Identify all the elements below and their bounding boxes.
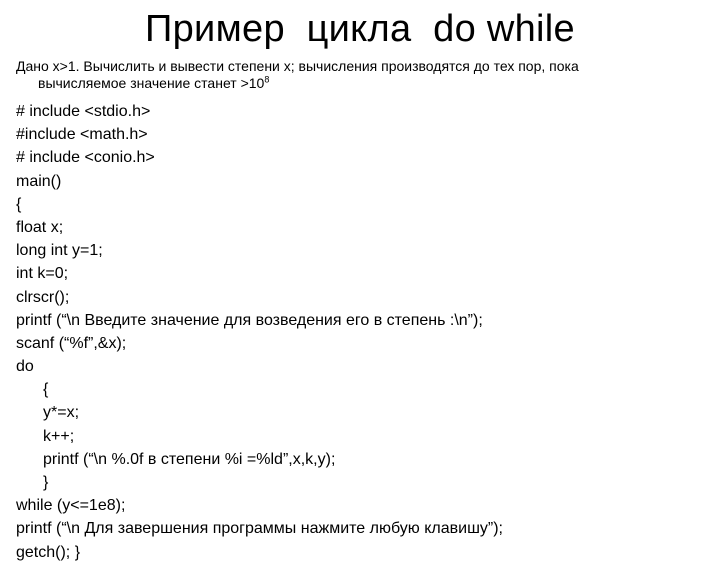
code-line: while (y<=1e8); (16, 497, 126, 515)
code-line: { (16, 195, 22, 213)
code-line: y*=x; (43, 404, 80, 422)
code-line: getch(); } (16, 543, 81, 561)
code-line: printf (“\n %.0f в степени %i =%ld”,x,k,y); (43, 450, 336, 468)
slide-title: Пример цикла do while (145, 8, 575, 50)
task-line-1: Дано x>1. Вычислить и вывести степени x; вычисления производятся до тех пор, пока (16, 58, 579, 74)
code-line: k++; (43, 427, 75, 445)
task-line-2 (16, 75, 706, 92)
task-exponent: 8 (264, 74, 270, 85)
code-line: main() (16, 172, 62, 190)
code-line: long int y=1; (16, 242, 103, 260)
code-line: # include <conio.h> (16, 149, 155, 167)
task-line-2-text: вычисляемое значение станет >10 (38, 75, 265, 91)
task-statement (16, 58, 706, 92)
code-line: # include <stdio.h> (16, 103, 151, 120)
code-line: #include <math.h> (16, 126, 148, 144)
code-line: { (43, 381, 49, 399)
code-line: int k=0; (16, 265, 69, 283)
code-line: float x; (16, 218, 64, 236)
code-line: } (43, 474, 49, 491)
code-line: clrscr(); (16, 288, 70, 306)
code-line: scanf (“%f”,&x); (16, 334, 127, 352)
code-line: printf (“\n Для завершения программы нажмите любую клавишу”); (16, 520, 503, 538)
code-line: do (16, 358, 34, 376)
code-listing (16, 100, 706, 564)
code-line: printf (“\n Введите значение для возведения его в степень :\n”); (16, 311, 483, 329)
